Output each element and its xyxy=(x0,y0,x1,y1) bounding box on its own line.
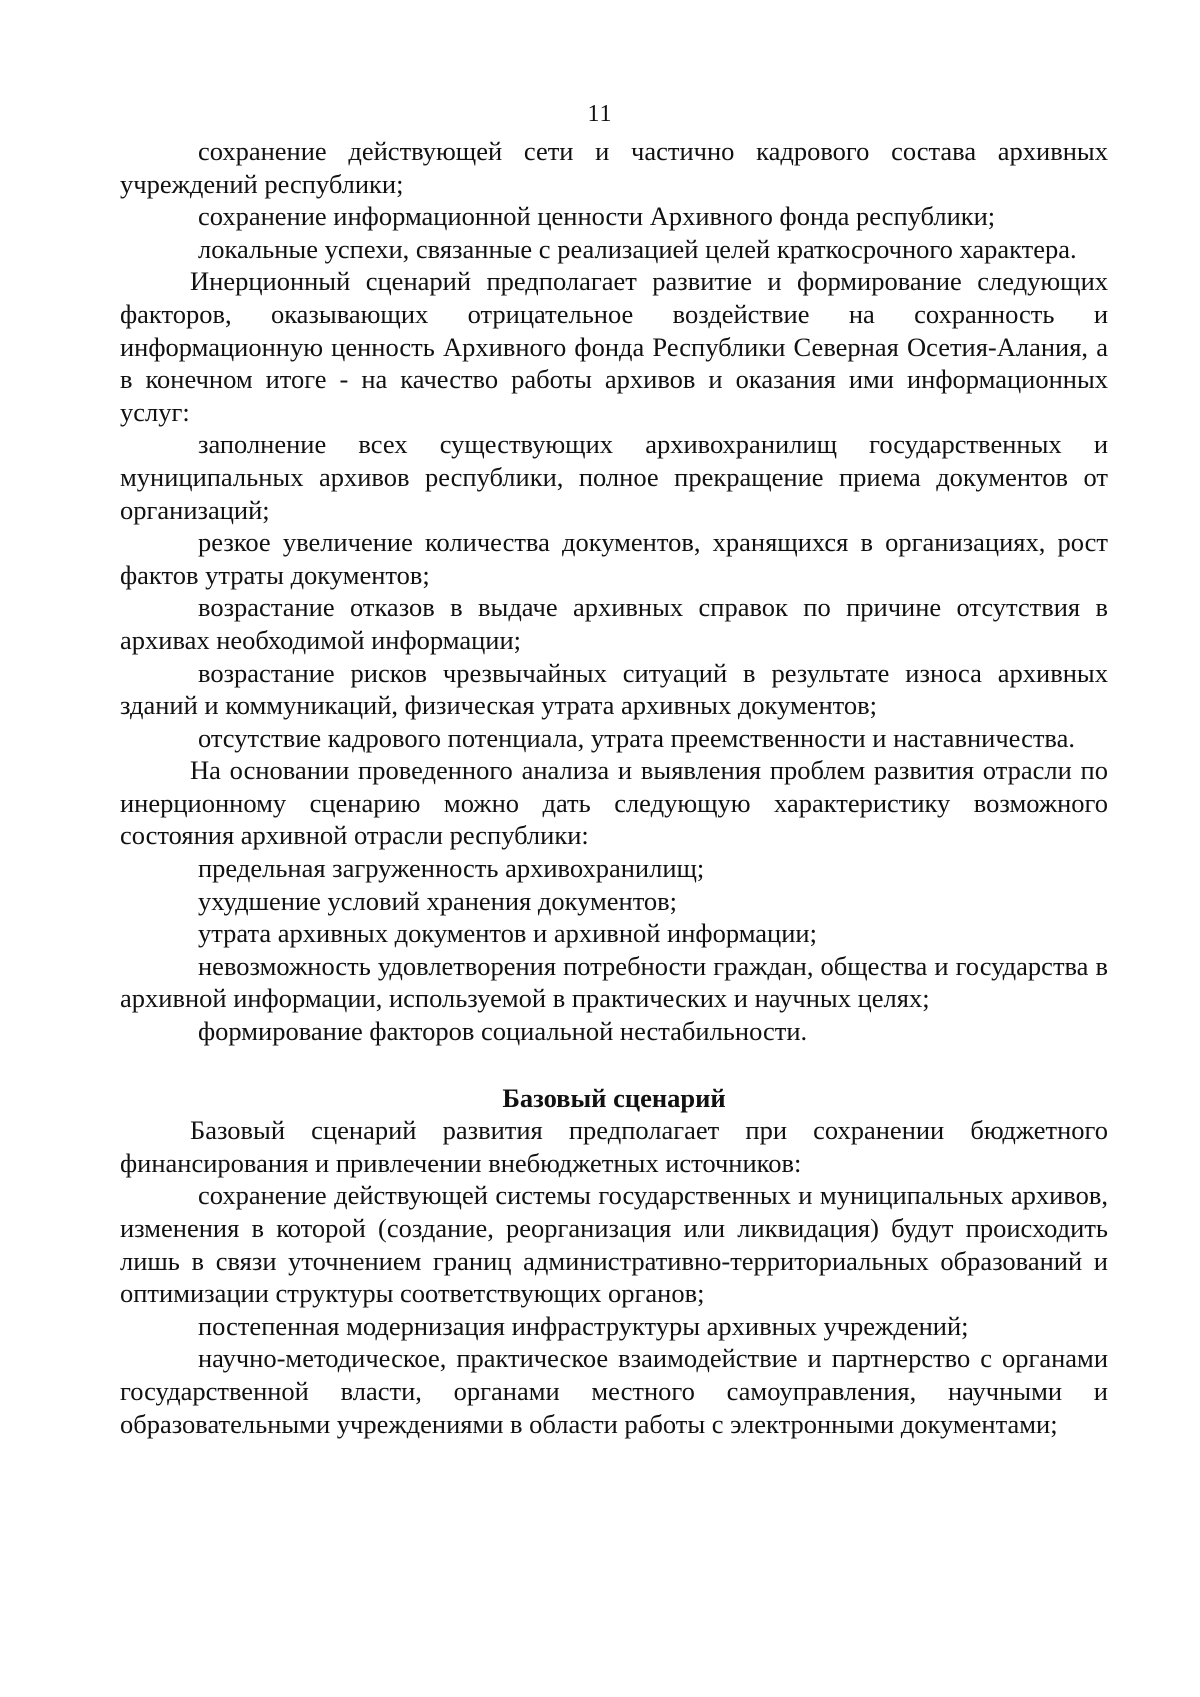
list-item-paragraph: сохранение информационной ценности Архивного фонда республики; xyxy=(198,201,996,232)
list-item-paragraph: сохранение действующей системы государственных и муниципальных архивов, изменения в которой (создание, реорганизация или ликвидация) будут происходить лишь в связи уточнением границ административно-территориальных образований и оптимизации структуры соответствующих органов; xyxy=(120,1180,1108,1309)
list-item-paragraph: научно-методическое, практическое взаимодействие и партнерство с органами государственной власти, органами местного самоуправления, научными и образовательными учреждениями в области работы с электронными документами; xyxy=(120,1343,1108,1439)
document-body xyxy=(120,135,1108,1440)
list-item-paragraph: утрата архивных документов и архивной информации; xyxy=(198,918,817,949)
page-number: 11 xyxy=(587,101,613,127)
body-paragraph: На основании проведенного анализа и выявления проблем развития отрасли по инерционному сценарию можно дать следующую характеристику возможного состояния архивной отрасли республики: xyxy=(120,755,1108,851)
body-paragraph: Инерционный сценарий предполагает развитие и формирование следующих факторов, оказывающих отрицательное воздействие на сохранность и информационную ценность Архивного фонда Республики Северная Осетия-Алания, а в конечном итоге - на качество работы архивов и оказания ими информационных услуг: xyxy=(120,266,1108,427)
list-item-paragraph: формирование факторов социальной нестабильности. xyxy=(198,1016,808,1047)
paragraph-block-bottom xyxy=(120,1114,1108,1440)
list-item-paragraph: невозможность удовлетворения потребности граждан, общества и государства в архивной информации, используемой в практических и научных целях; xyxy=(120,950,1108,1014)
list-item-paragraph: постепенная модернизация инфраструктуры архивных учреждений; xyxy=(198,1310,969,1341)
list-item-paragraph: ухудшение условий хранения документов; xyxy=(198,885,678,916)
list-item-paragraph: предельная загруженность архивохранилищ; xyxy=(198,853,705,884)
list-item-paragraph: сохранение действующей сети и частично кадрового состава архивных учреждений республики; xyxy=(120,136,1108,199)
list-item-paragraph: возрастание отказов в выдаче архивных справок по причине отсутствия в архивах необходимой информации; xyxy=(120,592,1108,655)
list-item-paragraph: резкое увеличение количества документов, хранящихся в организациях, рост фактов утраты документов; xyxy=(120,527,1108,590)
list-item-paragraph: возрастание рисков чрезвычайных ситуаций в результате износа архивных зданий и коммуникаций, физическая утрата архивных документов; xyxy=(120,657,1108,721)
list-item-paragraph: заполнение всех существующих архивохранилищ государственных и муниципальных архивов республики, полное прекращение приема документов от организаций; xyxy=(120,429,1108,525)
list-item-paragraph: локальные успехи, связанные с реализацией целей краткосрочного характера. xyxy=(198,233,1077,264)
paragraph-block-top xyxy=(120,135,1108,1048)
list-item-paragraph: отсутствие кадрового потенциала, утрата преемственности и наставничества. xyxy=(198,722,1075,753)
section-heading: Базовый сценарий xyxy=(502,1082,726,1113)
body-paragraph: Базовый сценарий развития предполагает при сохранении бюджетного финансирования и привлечении внебюджетных источников: xyxy=(120,1115,1108,1178)
